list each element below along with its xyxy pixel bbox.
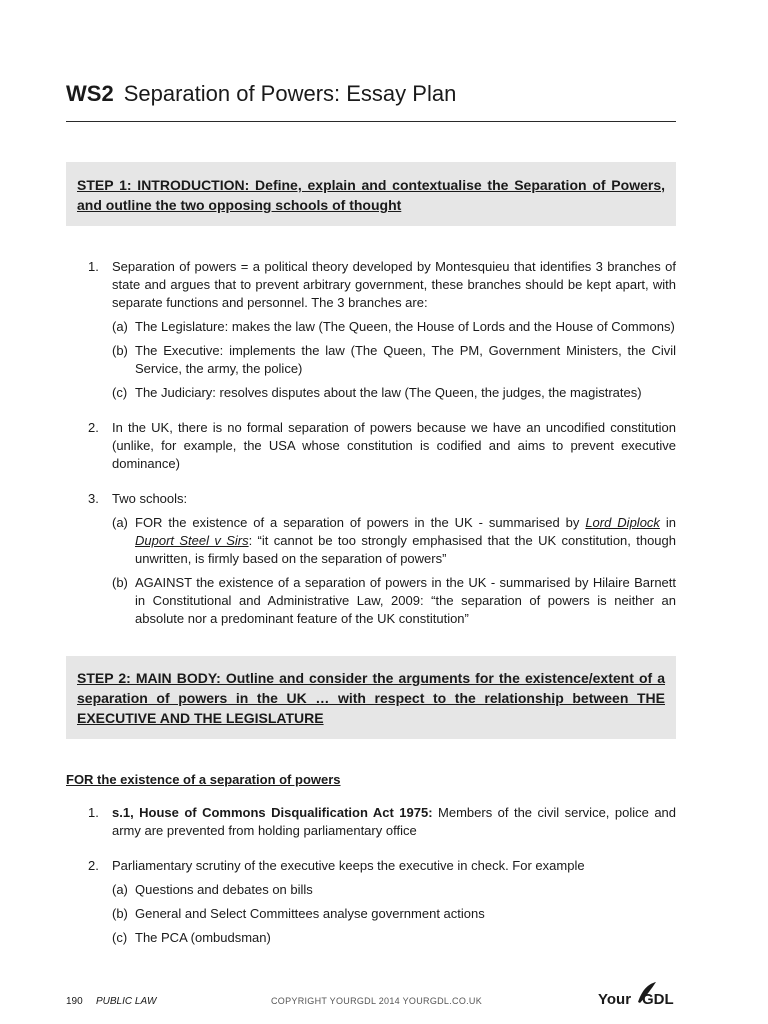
- list-item: [66, 804, 676, 840]
- list-item: [66, 490, 676, 628]
- item-number: 1.: [88, 805, 99, 820]
- sub-item-text: General and Select Committees analyse government actions: [135, 906, 485, 921]
- logo-your-text: Your: [598, 991, 632, 1008]
- sub-item-text-post: : “it cannot be too strongly emphasised that the UK constitution, though unwritten, is firmly based on the separation of powers”: [135, 533, 676, 566]
- title-divider: [66, 121, 676, 122]
- sub-item-label: (a): [112, 882, 128, 897]
- page-number: 190: [66, 996, 83, 1007]
- item-number: 2.: [88, 420, 99, 435]
- item-text: In the UK, there is no formal separation of powers because we have an uncodified constitution (unlike, for example, the USA whose constitution is codified and aims to prevent executive dominance): [112, 420, 676, 471]
- sub-item-label: (a): [112, 515, 128, 530]
- sub-item-text: Questions and debates on bills: [135, 882, 313, 897]
- sub-item: [112, 384, 676, 402]
- sub-item-text-pre: FOR the existence of a separation of powers in the UK - summarised by: [135, 515, 586, 530]
- sub-item-text-mid: in: [659, 515, 676, 530]
- item-text: [112, 804, 676, 840]
- sub-item: [112, 574, 676, 628]
- sub-item-label: (c): [112, 385, 128, 400]
- sub-item-text: The Judiciary: resolves disputes about the law (The Queen, the judges, the magistrates): [135, 385, 642, 400]
- case-name: Duport Steel v Sirs: [135, 533, 249, 548]
- list-item: [66, 857, 676, 947]
- subject-label: PUBLIC LAW: [96, 996, 157, 1007]
- sub-item-label: (b): [112, 343, 128, 358]
- item-text-body: Members of the civil service, police and army are prevented from holding parliamentary office: [112, 805, 677, 838]
- yourgdl-logo: [598, 978, 676, 1012]
- sub-item-label: (b): [112, 575, 128, 590]
- page-title: [66, 80, 456, 108]
- sub-item: [112, 929, 676, 947]
- sub-item-label: (c): [112, 930, 128, 945]
- sub-item: [112, 318, 676, 336]
- logo-gdl-text: GDL: [642, 991, 674, 1008]
- item-text: Parliamentary scrutiny of the executive keeps the executive in check. For example: [112, 858, 585, 873]
- copyright-notice: COPYRIGHT YOURGDL 2014 YOURGDL.CO.UK: [271, 996, 483, 1006]
- item-text: Two schools:: [112, 491, 188, 506]
- worksheet-code: WS2: [66, 81, 114, 106]
- judge-name: Lord Diplock: [585, 515, 660, 530]
- item-number: 1.: [88, 259, 99, 274]
- sub-item-text: The Executive: implements the law (The Queen, The PM, Government Ministers, the Civil Service, the army, the police): [135, 343, 676, 376]
- for-list: [66, 804, 676, 947]
- step1-heading: STEP 1: INTRODUCTION: Define, explain and contextualise the Separation of Powers, and outline the two opposing schools of thought: [77, 177, 665, 213]
- list-item: [66, 258, 676, 402]
- sub-item-label: (a): [112, 319, 128, 334]
- item-number: 3.: [88, 491, 99, 506]
- sub-item-text: AGAINST the existence of a separation of powers in the UK - summarised by Hilaire Barnett in Constitutional and Administrative Law, 2009: “the separation of powers is neither an absolute nor a predominant feature of the UK constitution”: [135, 575, 676, 626]
- sub-item-text: The Legislature: makes the law (The Queen, the House of Lords and the House of Commons): [135, 319, 675, 334]
- for-section-heading: FOR the existence of a separation of powers: [66, 772, 341, 787]
- sub-item: [112, 881, 676, 899]
- page-footer: [66, 991, 676, 1014]
- item-text: Separation of powers = a political theory developed by Montesquieu that identifies 3 branches of state and argues that to prevent arbitrary government, these branches should be kept apart, with separate functions and personnel. The 3 branches are:: [112, 259, 676, 310]
- step2-heading: STEP 2: MAIN BODY: Outline and consider the arguments for the existence/extent of a separation of powers in the UK … with respect to the relationship between THE EXECUTIVE AND THE LEGISLATURE: [77, 670, 665, 726]
- worksheet-title: Separation of Powers: Essay Plan: [123, 81, 457, 106]
- step2-box: [66, 656, 676, 739]
- item-number: 2.: [88, 858, 99, 873]
- sub-item: [112, 905, 676, 923]
- statute-reference: s.1, House of Commons Disqualification Act 1975:: [112, 805, 433, 820]
- step1-box: [66, 162, 676, 226]
- sub-item: [112, 342, 676, 378]
- list-item: [66, 419, 676, 473]
- document-page: [66, 0, 676, 1024]
- intro-list: [66, 258, 676, 628]
- sub-item-text: The PCA (ombudsman): [135, 930, 271, 945]
- sub-item: [112, 514, 676, 568]
- sub-item-label: (b): [112, 906, 128, 921]
